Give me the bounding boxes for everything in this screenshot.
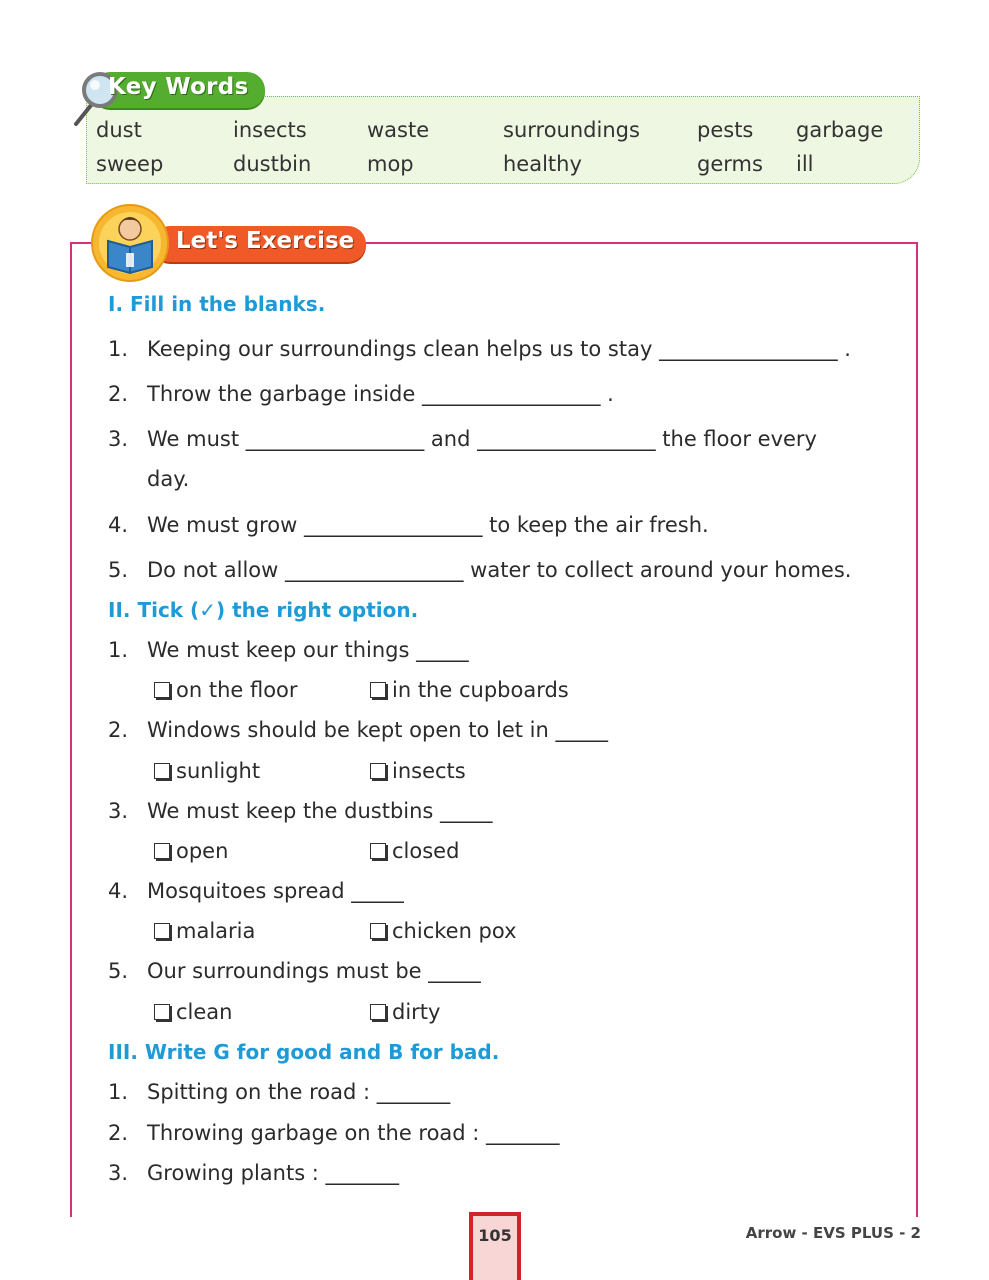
fill-blank-question: Do not allow _________________ water to collect around your homes. <box>147 558 852 582</box>
question-continuation: day. <box>147 467 190 491</box>
option-label: dirty <box>392 1000 441 1024</box>
checkbox[interactable] <box>154 843 170 859</box>
option[interactable] <box>370 839 459 863</box>
key-word: ill <box>796 152 814 176</box>
item-number: 1. <box>108 638 129 662</box>
section-title: I. Fill in the blanks. <box>108 292 326 316</box>
key-word: healthy <box>503 152 582 176</box>
page-number: 105 <box>478 1226 512 1245</box>
item-number: 1. <box>108 337 129 361</box>
checkbox[interactable] <box>370 763 386 779</box>
good-bad-question: Throwing garbage on the road : _______ <box>147 1121 560 1145</box>
exercise-title: Let's Exercise <box>176 228 355 254</box>
option[interactable] <box>370 919 517 943</box>
checkbox[interactable] <box>154 1004 170 1020</box>
reading-boy-icon <box>90 203 170 283</box>
tick-question: Windows should be kept open to let in _____ <box>147 718 608 742</box>
option-label: open <box>176 839 229 863</box>
option[interactable] <box>370 759 466 783</box>
option[interactable] <box>370 1000 440 1024</box>
item-number: 2. <box>108 382 129 406</box>
item-number: 3. <box>108 799 129 823</box>
tick-question: Mosquitoes spread _____ <box>147 879 404 903</box>
item-number: 2. <box>108 718 129 742</box>
option-label: clean <box>176 1000 233 1024</box>
key-word: dustbin <box>233 152 312 176</box>
key-word: mop <box>367 152 414 176</box>
checkbox[interactable] <box>154 763 170 779</box>
option-label: chicken pox <box>392 919 517 943</box>
fill-blank-question <box>147 427 917 451</box>
option-label: malaria <box>176 919 256 943</box>
checkbox[interactable] <box>370 682 386 698</box>
key-word: dust <box>96 118 142 142</box>
tick-question: Our surroundings must be _____ <box>147 959 481 983</box>
item-number: 5. <box>108 558 129 582</box>
item-number: 3. <box>108 427 129 451</box>
good-bad-question: Growing plants : _______ <box>147 1161 400 1185</box>
fill-blank-question: Throw the garbage inside _________________ . <box>147 382 614 406</box>
checkbox[interactable] <box>370 1004 386 1020</box>
option-label: closed <box>392 839 460 863</box>
key-word: waste <box>367 118 430 142</box>
option-label: in the cupboards <box>392 678 569 702</box>
option[interactable] <box>154 1000 232 1024</box>
tick-question: We must keep our things _____ <box>147 638 469 662</box>
good-bad-question: Spitting on the road : _______ <box>147 1080 451 1104</box>
key-word: pests <box>697 118 754 142</box>
section-title: II. Tick (✓) the right option. <box>108 598 419 622</box>
option[interactable] <box>154 839 228 863</box>
option-label: on the floor <box>176 678 298 702</box>
fill-blank-question: Keeping our surroundings clean helps us to stay _________________ . <box>147 337 851 361</box>
checkbox[interactable] <box>154 923 170 939</box>
item-number: 3. <box>108 1161 129 1185</box>
key-word: germs <box>697 152 763 176</box>
fill-blank-question: We must grow _________________ to keep the air fresh. <box>147 513 709 537</box>
key-word: insects <box>233 118 307 142</box>
option[interactable] <box>154 919 255 943</box>
checkbox[interactable] <box>370 923 386 939</box>
item-number: 4. <box>108 879 129 903</box>
item-number: 2. <box>108 1121 129 1145</box>
book-title: Arrow - EVS PLUS - 2 <box>745 1224 921 1242</box>
page-number-box <box>469 1212 521 1280</box>
item-number: 5. <box>108 959 129 983</box>
option[interactable] <box>154 678 298 702</box>
option[interactable] <box>370 678 569 702</box>
key-words-title: Key Words <box>108 74 249 100</box>
option[interactable] <box>154 759 260 783</box>
key-word: surroundings <box>503 118 640 142</box>
item-number: 4. <box>108 513 129 537</box>
checkbox[interactable] <box>154 682 170 698</box>
item-number: 1. <box>108 1080 129 1104</box>
tick-question: We must keep the dustbins _____ <box>147 799 493 823</box>
checkbox[interactable] <box>370 843 386 859</box>
option-label: insects <box>392 759 466 783</box>
section-title: III. Write G for good and B for bad. <box>108 1040 500 1064</box>
option-label: sunlight <box>176 759 261 783</box>
key-word: sweep <box>96 152 164 176</box>
question-text: We must _________________ and _________________ the floor every <box>147 427 817 451</box>
key-word: garbage <box>796 118 884 142</box>
